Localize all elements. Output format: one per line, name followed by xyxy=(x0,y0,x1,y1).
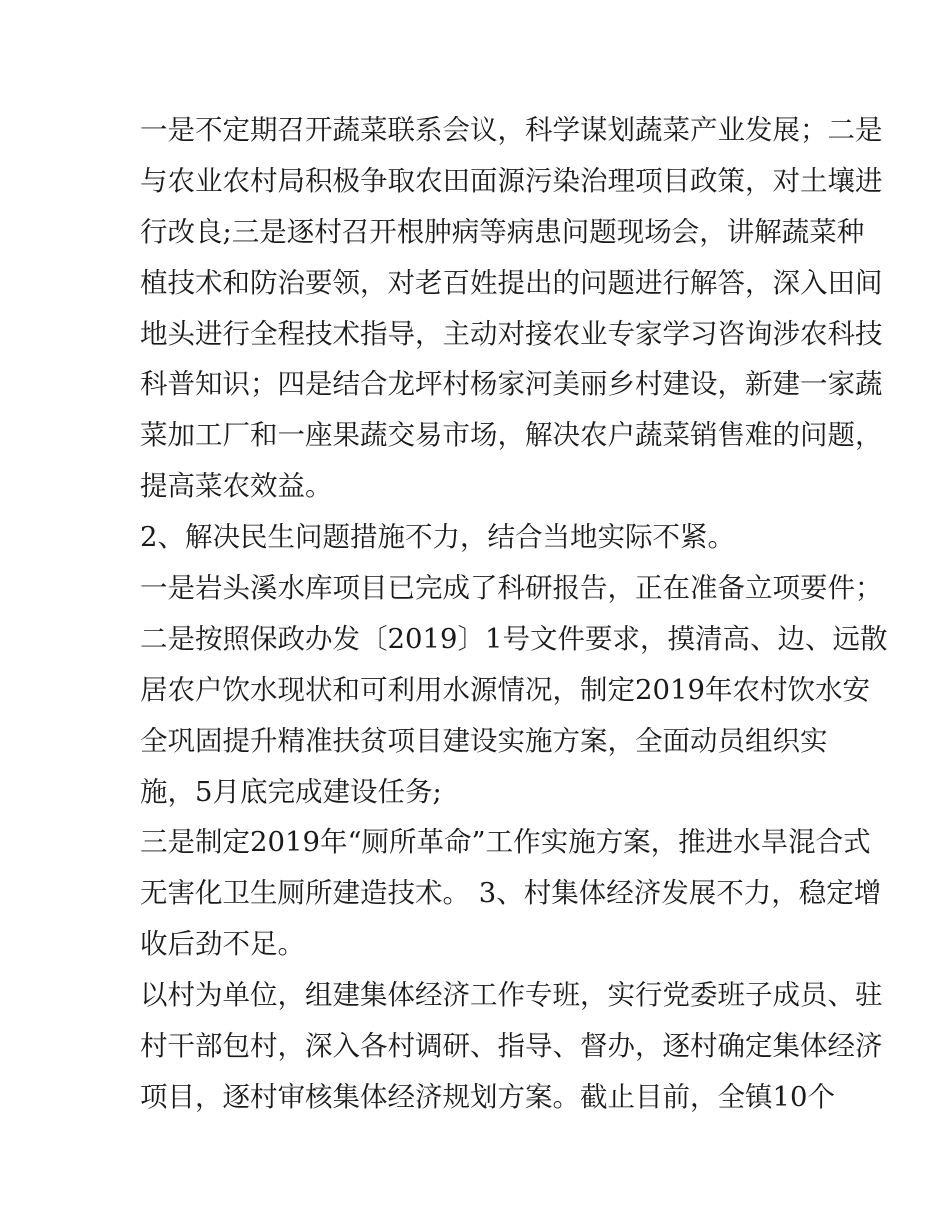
text-line: 提高菜农效益。 xyxy=(140,470,333,503)
text-line: 菜加工厂和一座果蔬交易市场，解决农户蔬菜销售难的问题， xyxy=(140,419,883,452)
text-line: 以村为单位，组建集体经济工作专班，实行党委班子成员、驻 xyxy=(140,979,883,1012)
text-line: 二是按照保政办发〔2019〕1号文件要求，摸清高、边、远散 xyxy=(140,622,888,655)
text-line: 三是制定2019年“厕所革命”工作实施方案，推进水旱混合式 xyxy=(140,826,871,859)
text-line: 村干部包村，深入各村调研、指导、督办，逐村确定集体经济 xyxy=(140,1030,883,1063)
text-line: 全巩固提升精准扶贫项目建设实施方案，全面动员组织实 xyxy=(140,724,828,757)
text-line: 地头进行全程技术指导，主动对接农业专家学习咨询涉农科技 xyxy=(140,317,883,350)
text-line: 与农业农村局积极争取农田面源污染治理项目政策，对土壤进 xyxy=(140,164,883,197)
text-line: 一是不定期召开蔬菜联系会议，科学谋划蔬菜产业发展；二是 xyxy=(140,114,883,146)
text-line: 施，5月底完成建设任务; xyxy=(140,775,442,808)
text-line: 植技术和防治要领，对老百姓提出的问题进行解答，深入田间 xyxy=(140,266,883,299)
text-line: 无害化卫生厕所建造技术。 3、村集体经济发展不力，稳定增 xyxy=(140,877,882,910)
text-line: 一是岩头溪水库项目已完成了科研报告，正在准备立项要件； xyxy=(140,572,883,605)
text-line: 收后劲不足。 xyxy=(140,928,305,961)
document-body xyxy=(140,105,888,1123)
text-line: 科普知识；四是结合龙坪村杨家河美丽乡村建设，新建一家蔬 xyxy=(140,368,883,401)
section-heading: 2、解决民生问题措施不力，结合当地实际不紧。 xyxy=(140,521,735,554)
text-line: 居农户饮水现状和可利用水源情况，制定2019年农村饮水安 xyxy=(140,673,870,706)
text-line: 行改良;三是逐村召开根肿病等病患问题现场会，讲解蔬菜种 xyxy=(140,215,865,248)
text-line: 项目，逐村审核集体经济规划方案。截止目前，全镇10个 xyxy=(140,1080,835,1113)
